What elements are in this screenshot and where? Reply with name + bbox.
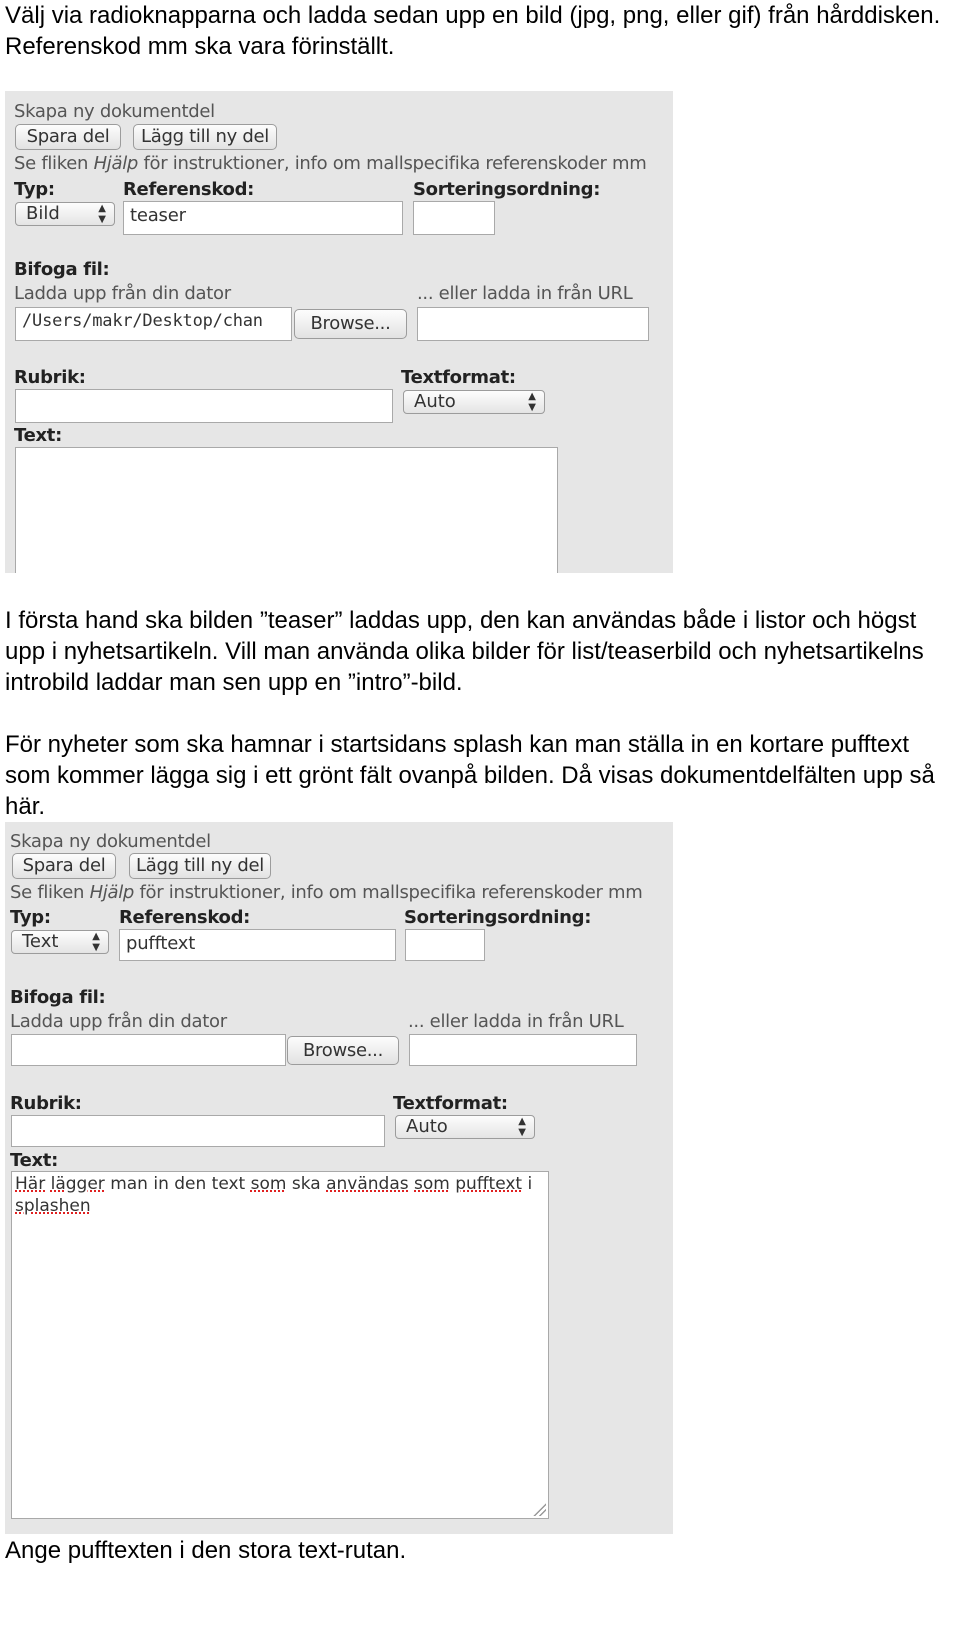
add-part-button[interactable]: Lägg till ny del [133,124,277,150]
text-area[interactable] [15,447,558,573]
upload-from-computer-label: Ladda upp från din dator [14,283,231,304]
text-label: Text: [10,1150,59,1171]
file-path-input[interactable] [11,1034,286,1066]
sort-order-input[interactable] [405,929,485,961]
form-heading: Skapa ny dokumentdel [10,831,211,852]
intro-text: Välj via radioknapparna och ladda sedan upp en bild (jpg, png, eller gif) från hårddisken. Referenskod mm ska vara förinställt. [5,2,941,60]
ref-code-input[interactable]: pufftext [119,929,396,961]
title-input[interactable] [15,389,393,423]
sort-order-input[interactable] [413,201,495,235]
updown-arrows-icon: ▲ ▼ [518,1116,526,1138]
type-select[interactable]: Bild ▲ ▼ [15,202,115,226]
updown-arrows-icon: ▲ ▼ [92,931,100,953]
text-format-label: Textformat: [393,1093,508,1114]
title-label: Rubrik: [14,367,86,388]
help-text: Se fliken Hjälp för instruktioner, info om mallspecifika referenskoder mm [14,153,647,174]
form-heading: Skapa ny dokumentdel [14,101,215,122]
text-format-select[interactable]: Auto ▲ ▼ [403,390,545,414]
updown-arrows-icon: ▲ ▼ [528,391,536,413]
form-screenshot-teaser [5,91,673,573]
paragraph-splash-info: För nyheter som ska hamnar i startsidans splash kan man ställa in en kortare pufftext som kommer lägga sig i ett grönt fält ovanpå bilden. Då visas dokumentdelfälten upp så här. [5,731,935,820]
file-path-input[interactable]: /Users/makr/Desktop/chan [15,307,292,341]
closing-text: Ange pufftexten i den stora text-rutan. [5,1537,407,1564]
save-part-button[interactable]: Spara del [12,853,116,879]
type-label: Typ: [10,907,51,928]
url-upload-label: ... eller ladda in från URL [417,283,633,304]
ref-code-label: Referenskod: [119,907,251,928]
upload-from-computer-label: Ladda upp från din dator [10,1011,227,1032]
sort-order-label: Sorteringsordning: [413,179,601,200]
title-input[interactable] [11,1115,385,1147]
sort-order-label: Sorteringsordning: [404,907,592,928]
type-label: Typ: [14,179,55,200]
attach-file-label: Bifoga fil: [14,259,110,280]
save-part-button[interactable]: Spara del [15,124,121,150]
url-upload-label: ... eller ladda in från URL [408,1011,624,1032]
ref-code-label: Referenskod: [123,179,255,200]
text-format-select[interactable]: Auto ▲ ▼ [395,1115,535,1139]
title-label: Rubrik: [10,1093,82,1114]
paragraph-teaser-info: I första hand ska bilden ”teaser” laddas upp, den kan användas både i listor och högst upp i nyhetsartikeln. Vill man använda olika bilder för list/teaserbild och nyhetsartikelns introbild laddar man sen upp en ”intro”-bild. [5,607,924,696]
ref-code-input[interactable]: teaser [123,201,403,235]
browse-button[interactable]: Browse... [287,1036,399,1065]
type-select[interactable]: Text ▲ ▼ [11,930,109,954]
text-label: Text: [14,425,63,446]
url-input[interactable] [409,1034,637,1066]
help-text: Se fliken Hjälp för instruktioner, info om mallspecifika referenskoder mm [10,882,643,903]
resize-grip-icon[interactable] [532,1502,546,1516]
form-screenshot-pufftext [5,822,673,1534]
attach-file-label: Bifoga fil: [10,987,106,1008]
pufftext-textarea[interactable]: Här lägger man in den text som ska användas som pufftext i splashen [11,1171,549,1519]
add-part-button[interactable]: Lägg till ny del [129,853,271,879]
updown-arrows-icon: ▲ ▼ [98,203,106,225]
browse-button[interactable]: Browse... [294,309,407,339]
text-format-label: Textformat: [401,367,516,388]
url-input[interactable] [417,307,649,341]
